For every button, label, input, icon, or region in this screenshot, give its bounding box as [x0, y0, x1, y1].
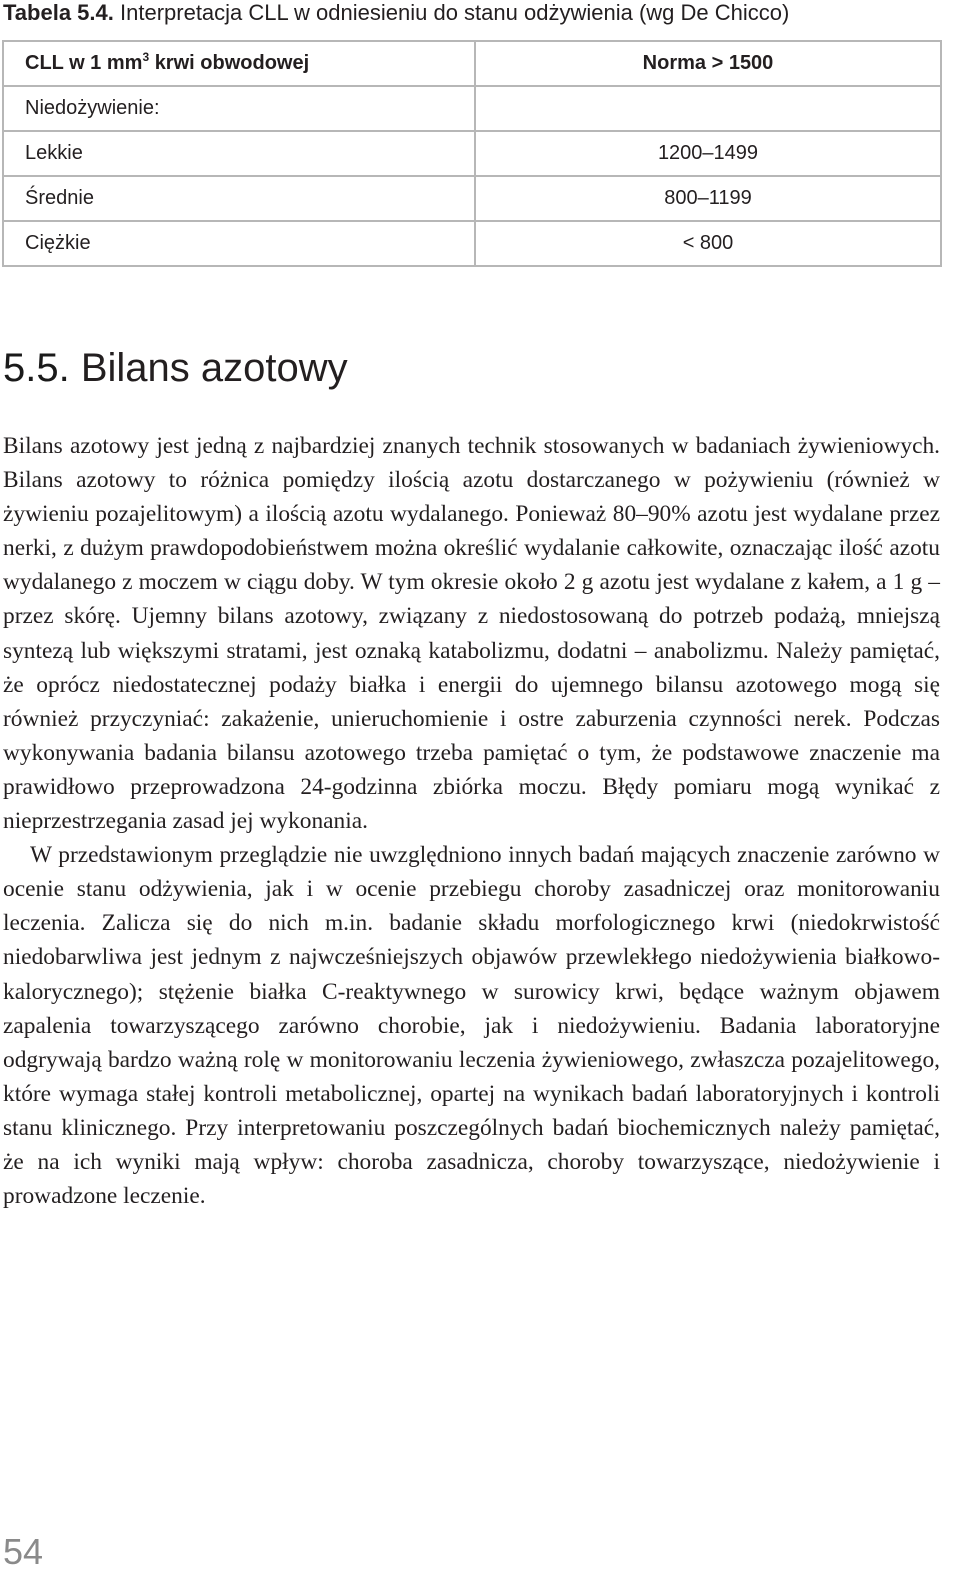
- table-row-value: 1200–1499: [475, 131, 941, 176]
- paragraph: Bilans azotowy jest jedną z najbardziej znanych technik stosowanych w badaniach żywieniowych. Bilans azotowy to różnica pomiędzy ilością azotu dostarczanego w pożywieniu (również w żywieniu pozajelitowym) a ilością azotu wydalanego. Ponieważ 80–90% azotu jest wydalane przez nerki, z dużym prawdopodobieństwem można określić wydalanie całkowite, oznaczając ilość azotu wydalanego z moczem w ciągu doby. W tym okresie około 2 g azotu jest wydalane z kałem, a 1 g – przez skórę. Ujemny bilans azotowy, związany z niedostosowaną do potrzeb podażą, mniejszą syntezą lub większymi stratami, jest oznaką katabolizmu, dodatni – anabolizmu. Należy pamiętać, że oprócz niedostatecznej podaży białka i energii do ujemnego bilansu azotowego mogą się również przyczyniać: zakażenie, unieruchomienie i ostre zaburzenia czynności nerek. Podczas wykonywania badania bilansu azotowego trzeba pamiętać o tym, że podstawowe znaczenie ma prawidłowo przeprowadzona 24-godzinna zbiórka moczu. Błędy pomiaru mogą wynikać z nieprzestrzegania zasad jej wykonania.: [3, 433, 940, 835]
- page-number: 54: [3, 1531, 44, 1572]
- section-number: 5.5.: [3, 346, 70, 390]
- table-caption-number: Tabela 5.4.: [3, 0, 114, 25]
- table-row-label: Ciężkie: [3, 221, 475, 266]
- table-header-cll-text: CLL w 1 mm: [25, 52, 143, 74]
- table-caption: [3, 0, 789, 26]
- table-row-label: Niedożywienie:: [3, 86, 475, 131]
- table-header-cll-rest: krwi obwodowej: [154, 52, 310, 74]
- table-row-value: < 800: [475, 221, 941, 266]
- table-row-label: Średnie: [3, 176, 475, 221]
- section-title-text: Bilans azotowy: [80, 346, 348, 390]
- table-row: [3, 86, 941, 131]
- table-row-value: [475, 86, 941, 131]
- table-row: [3, 221, 941, 266]
- table-row-value: 800–1199: [475, 176, 941, 221]
- table-caption-text: Interpretacja CLL w odniesieniu do stanu odżywienia (wg De Chicco): [120, 0, 790, 25]
- body-text: [3, 429, 940, 1213]
- paragraph: W przedstawionym przeglądzie nie uwzględniono innych badań mających znaczenie zarówno w ocenie stanu odżywienia, jak i w ocenie przebiegu choroby zasadniczej oraz monitorowaniu leczenia. Zalicza się do nich m.in. badanie składu morfologicznego krwi (niedokrwistość niedobarwliwa jest jednym z najwcześniejszych objawów przewlekłego niedożywienia białkowo-kalorycznego); stężenie białka C-reaktywnego w surowicy krwi, będące ważnym objawem zapalenia towarzyszącego zarówno chorobie, jak i niedożywieniu. Badania laboratoryjne odgrywają bardzo ważną rolę w monitorowaniu leczenia żywieniowego, zwłaszcza pozajelitowego, które wymaga stałej kontroli metabolicznej, opartej na wynikach badań laboratoryjnych i kontroli stanu klinicznego. Przy interpretowaniu poszczególnych badań biochemicznych należy pamiętać, że na ich wyniki mają wpływ: choroba zasadnicza, choroby towarzyszące, niedożywienie i prowadzone leczenie.: [3, 842, 940, 1210]
- table-row: [3, 131, 941, 176]
- table-row: [3, 176, 941, 221]
- cll-interpretation-table: [2, 40, 942, 267]
- table-header-row: [3, 41, 941, 86]
- table-header-norm: Norma > 1500: [475, 41, 941, 86]
- table-header-superscript: 3: [142, 50, 150, 64]
- table-row-label: Lekkie: [3, 131, 475, 176]
- section-heading: [3, 343, 348, 393]
- table-header-cll: [3, 41, 475, 86]
